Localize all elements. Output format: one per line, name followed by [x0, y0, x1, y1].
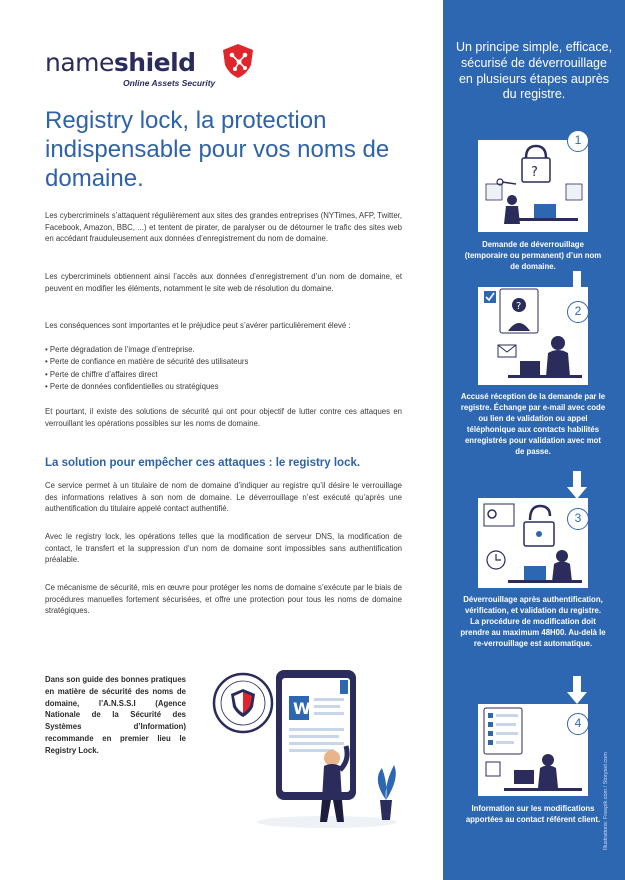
page-title: Registry lock, la protection indispensable pour vos noms de domaine. [45, 107, 390, 192]
illustration-credit: Illustrations: Freepik.com / Storyset.com [603, 752, 609, 850]
logo-wordmark: nameshield [45, 48, 196, 77]
nameshield-logo [45, 40, 265, 100]
paragraph-access: Les cybercriminels obtiennent ainsi l’accès aux données d’enregistrement d’un nom de domaine, et peuvent en modifier les éléments, notamment le site web de résolution du domaine. [45, 272, 402, 293]
consequences-list [45, 344, 395, 394]
step-2-text: Accusé réception de la demande par le registre. Échange par e-mail avec code ou lien de validation ou appel téléphonique aux contacts habilités enregistrés pour validation avec mot de passe. [460, 392, 606, 456]
padlock-desk-icon [478, 140, 588, 232]
list-item: • Perte dégradation de l’image d’entreprise. [45, 344, 395, 356]
step-3-badge: 3 [567, 508, 589, 530]
step-1-illustration [478, 140, 588, 232]
svg-text:?: ? [516, 301, 522, 312]
process-intro: Un principe simple, efficace, sécurisé de déverrouillage en plusieurs étapes auprès du registre. [455, 40, 613, 102]
list-item: • Perte de données confidentielles ou stratégiques [45, 381, 395, 393]
anssi-recommendation: Dans son guide des bonnes pratiques en matière de sécurité des noms de domaine, l’A.N.S.S.I (Agence Nationale de la Sécurité des Systèmes d’Information) recommande en premier lieu le Registry Lock. [45, 675, 186, 755]
tablet-illustration [232, 650, 407, 830]
paragraph-consequences: Les conséquences sont importantes et le préjudice peut s’avérer particulièrement élevé : [45, 321, 351, 330]
step-1-badge: 1 [567, 130, 589, 152]
paragraph-solutions: Et pourtant, il existe des solutions de sécurité qui ont pour objectif de lutter contre ces attaques en verrouillant les opérations possibles sur les noms de domaine. [45, 407, 402, 428]
step-2-badge: 2 [567, 301, 589, 323]
step-1-text: Demande de déverrouillage (temporaire ou permanent) d’un nom de domaine. [464, 240, 602, 271]
paragraph-mechanism: Ce mécanisme de sécurité, mis en œuvre pour protéger les noms de domaine s’exécute par le biais de procédures manuelles fortement sécurisées, et offre une protection pour tous les noms de domaine stratégiques. [45, 583, 402, 616]
svg-text:?: ? [531, 165, 538, 180]
list-item: • Perte de chiffre d’affaires direct [45, 369, 395, 381]
shield-network-icon [221, 43, 255, 79]
step-4-text: Information sur les modifications apportées au contact référent client. [465, 804, 601, 824]
arrow-down-icon [567, 471, 587, 499]
svg-text:W: W [293, 699, 311, 718]
arrow-down-icon [567, 676, 587, 704]
step-4-badge: 4 [567, 713, 589, 735]
section-heading: La solution pour empêcher ces attaques : le registry lock. [45, 457, 361, 469]
step-3-text: Déverrouillage après authentification, vérification, et validation du registre. La procédure de modification doit prendre au maximum 48H00. Au-delà le re-verrouillage est automatique. [460, 595, 606, 648]
logo-tagline: Online Assets Security [123, 78, 216, 88]
list-item: • Perte de confiance en matière de sécurité des utilisateurs [45, 356, 395, 368]
paragraph-operations: Avec le registry lock, les opérations telles que la modification de serveur DNS, la modification de contact, le transfert et la suppression d’un nom de domaine sont impossibles sans authentification préalable. [45, 532, 402, 565]
paragraph-service: Ce service permet à un titulaire de nom de domaine d’indiquer au registre qu’il désire le verrouillage des informations relatives à son nom de domaine. Le déverrouillage n’est exécuté qu’après une authentification du titulaire appelé contact authentifié. [45, 481, 402, 514]
paragraph-intro: Les cybercriminels s’attaquent régulièrement aux sites des grandes entreprises (NYTimes, AFP, Twitter, Facebook, Amazon, BBC, ...) et tentent de pirater, de paralyser ou de détourner le trafic des sites web en accédant frauduleusement aux données d’enregistrement du nom de domaine. [45, 211, 402, 244]
